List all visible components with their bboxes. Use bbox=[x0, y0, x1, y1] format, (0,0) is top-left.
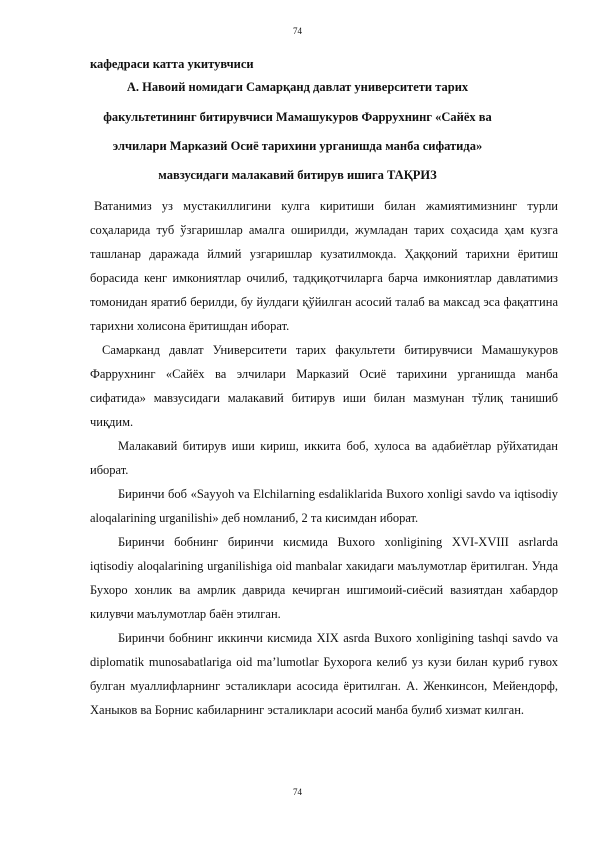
paragraph-chapter-one-part-two: Биринчи бобнинг иккинчи кисмида XIX asrda Buxoro xonligining tashqi savdo va diplomatik munosabatlariga oid ma’lumotlar Бухорога келиб уз кузи билан куриб гувох булган муаллифларнинг эсталиклари асосида ёритилган. А. Женкинсон, Мейендорф, Ханыков ва Борнис кабиларнинг эсталиклари асосий манба булиб хизмат килган. bbox=[90, 631, 558, 717]
review-title-line-1: А. Навоий номидаги Самарқанд давлат университети тарих bbox=[126, 80, 469, 94]
paragraph-chapter-one: Биринчи боб «Sayyoh va Elchilarning esdaliklarida Buxoro xonligi savdo va iqtisodiy aloqalarining urganilishi» деб номланиб, 2 та кисимдан иборат. bbox=[90, 487, 558, 525]
review-title-line-2: факультетининг битирувчиси Мамашукуров Фаррухнинг «Сайёх ва bbox=[103, 110, 492, 124]
review-title-line-3: элчилари Марказий Осиё тарихини урганишда манба сифатида» bbox=[112, 139, 483, 153]
paragraph-acquaintance: Самарканд давлат Университети тарих факультети битирувчиси Мамашукуров Фаррухнинг «Сайёх ва элчилари Марказий Осиё тарихини урганишда манба сифатида» мавзусидаги малакавий битирув иши билан мазмунан тўлиқ танишиб чиқдим. bbox=[90, 343, 558, 429]
author-position-line: кафедраси катта укитувчиси bbox=[90, 57, 254, 71]
review-body bbox=[90, 194, 558, 722]
paragraph-chapter-one-part-one: Биринчи бобнинг биринчи кисмида Buxoro xonligining XVI-XVIII asrlarda iqtisodiy aloqalarining urganilishiga oid manbalar хакидаги маълумотлар ёритилган. Унда Бухоро хонлик ва амрлик даврида кечирган ишгимоий-сиёсий вазиятдан хабардор килувчи маълумотлар баён этилган. bbox=[90, 535, 558, 621]
page-number-bottom: 74 bbox=[293, 787, 302, 797]
page-number-top: 74 bbox=[293, 26, 302, 36]
paragraph-intro: Ватанимиз уз мустакиллигини кулга киритиши билан жамиятимизнинг турли соҳаларида туб ўзгаришлар амалга оширилди, жумладан тарих соҳасида ҳам кузга ташланар даражада йлмий узгаришлар кузатилмокда. Ҳаққоний тарихни ёритиш борасида кенг имкониятлар очилиб, тадқиқотчиларга барча имкониятлар давлатимиз томонидан яратиб берилди, бу йулдаги қўйилган асосий талаб ва максад эса фақатгина тарихни холисона ёритишдан иборат. bbox=[90, 199, 558, 333]
paragraph-structure: Малакавий битирув иши кириш, иккита боб, хулоса ва адабиётлар рўйхатидан иборат. bbox=[90, 439, 558, 477]
review-title-line-4: мавзусидаги малакавий битирув ишига ТАҚРИЗ bbox=[158, 168, 437, 182]
